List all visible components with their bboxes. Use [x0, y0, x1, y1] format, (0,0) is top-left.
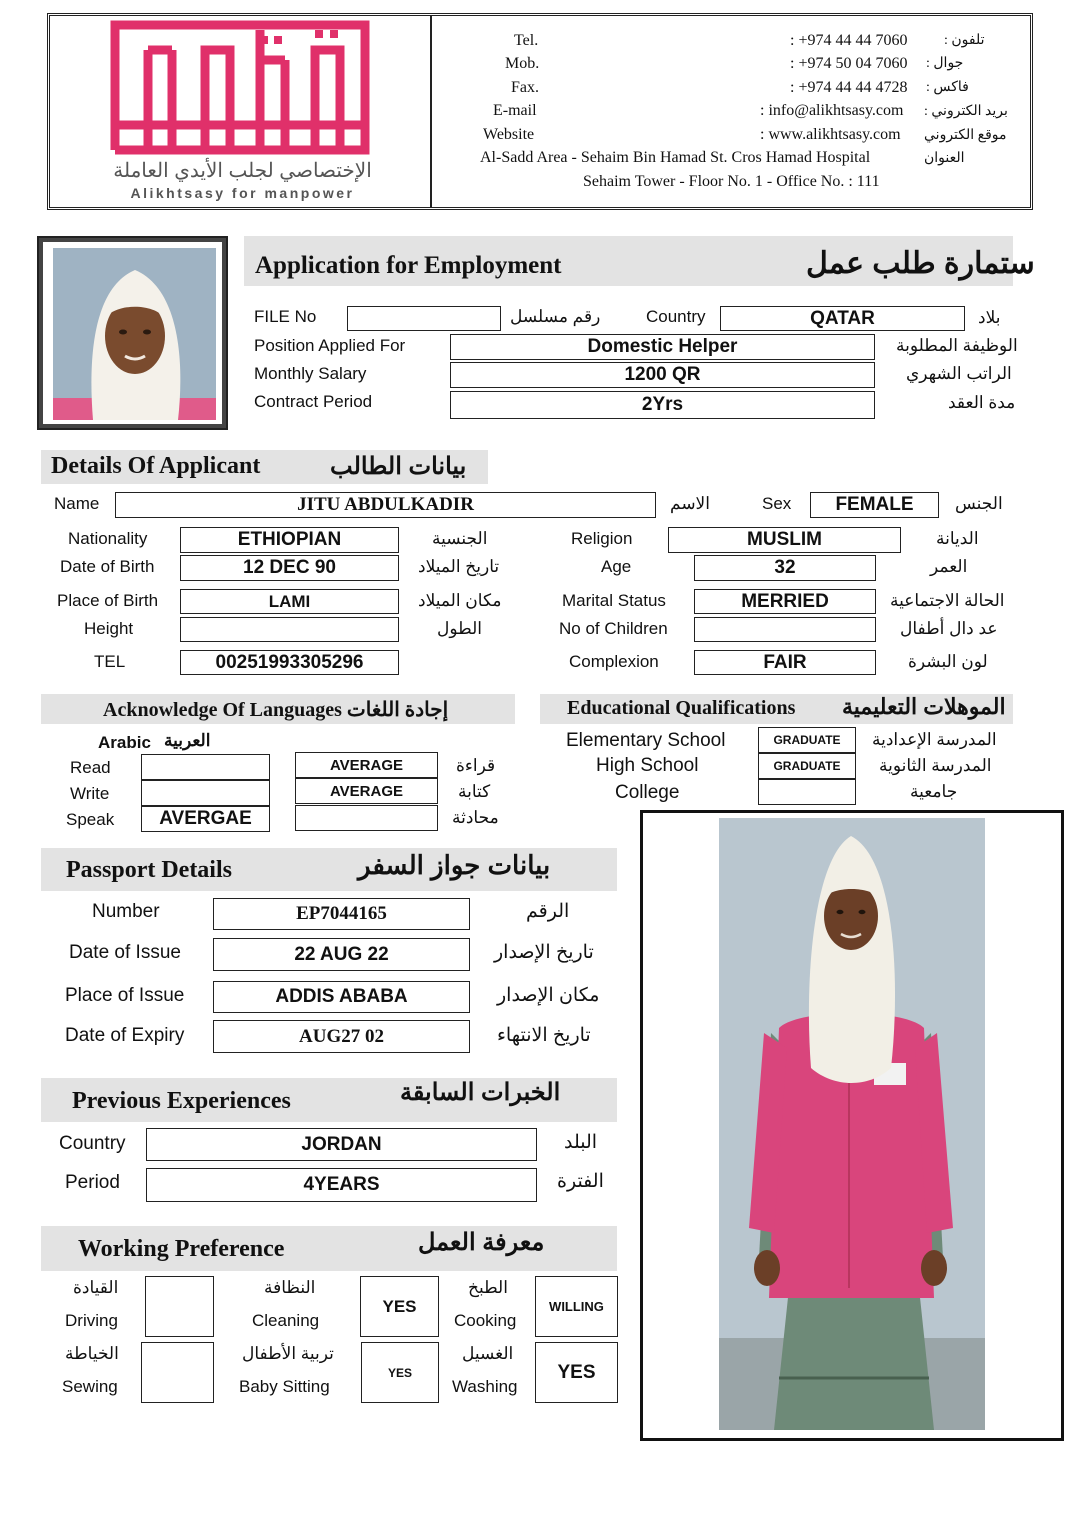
pob-field[interactable]: LAMI: [180, 589, 399, 614]
elementary-label-ar: المدرسة الإعدادية: [872, 730, 997, 749]
children-field[interactable]: [694, 617, 876, 642]
height-label-ar: الطول: [437, 619, 482, 638]
website-label: Website: [483, 126, 535, 143]
nationality-field[interactable]: ETHIOPIAN: [180, 527, 399, 553]
salary-label: Monthly Salary: [254, 364, 367, 383]
experience-period-label: Period: [65, 1172, 120, 1193]
experience-period-label-ar: الفترة: [557, 1171, 604, 1192]
tel-field[interactable]: 00251993305296: [180, 650, 399, 675]
company-name-arabic: الإختصاصي لجلب الأيدي العاملة: [113, 160, 372, 182]
company-name-english: Alikhtsasy for manpower: [130, 185, 355, 201]
tel-value: : +974 44 44 7060: [790, 32, 908, 49]
salary-label-ar: الراتب الشهري: [906, 364, 1012, 383]
washing-field[interactable]: YES: [535, 1342, 618, 1403]
form-title-ar: ستمارة طلب عمل: [806, 247, 1035, 280]
high-school-field[interactable]: GRADUATE: [758, 753, 856, 779]
read-right-field[interactable]: AVERAGE: [295, 752, 438, 778]
age-label: Age: [601, 557, 632, 576]
languages-heading: Acknowledge Of Languages إجادة اللغات: [103, 699, 449, 721]
file-no-field[interactable]: [347, 306, 501, 331]
applicant-portrait-frame: [37, 236, 228, 430]
speak-left-field[interactable]: AVERGAE: [141, 806, 270, 832]
sewing-label: Sewing: [62, 1377, 118, 1396]
expiry-date-field[interactable]: AUG27 02: [213, 1020, 470, 1053]
age-field[interactable]: 32: [694, 555, 876, 581]
marital-label: Marital Status: [562, 591, 666, 610]
applicant-heading-en: Details Of Applicant: [51, 453, 261, 479]
college-label: College: [615, 782, 680, 803]
expiry-date-label: Date of Expiry: [65, 1025, 185, 1046]
write-label-ar: كتابة: [458, 782, 491, 801]
children-label-ar: عد دال أطفال: [900, 619, 998, 638]
passport-number-field[interactable]: EP7044165: [213, 898, 470, 930]
driving-label-ar: القيادة: [73, 1278, 119, 1297]
full-body-photo: [719, 818, 985, 1430]
arabic-label: Arabic: [98, 733, 151, 752]
driving-field[interactable]: [145, 1276, 214, 1337]
preference-heading-en: Working Preference: [78, 1236, 285, 1262]
sewing-label-ar: الخياطة: [65, 1344, 119, 1363]
age-label-ar: العمر: [930, 557, 968, 576]
college-label-ar: جامعية: [910, 782, 958, 801]
read-label-ar: قراءة: [456, 756, 496, 775]
name-label-ar: الاسم: [670, 494, 710, 513]
dob-label: Date of Birth: [60, 557, 155, 576]
issue-date-label-ar: تاريخ الإصدار: [494, 942, 594, 963]
high-school-label: High School: [596, 755, 699, 776]
pob-label: Place of Birth: [57, 591, 159, 610]
speak-right-field[interactable]: [295, 805, 438, 831]
high-school-label-ar: المدرسة الثانوية: [879, 756, 992, 775]
fax-value: : +974 44 44 4728: [790, 79, 908, 96]
issue-place-label-ar: مكان الإصدار: [497, 985, 600, 1006]
experience-heading-en: Previous Experiences: [72, 1088, 291, 1114]
salary-field[interactable]: 1200 QR: [450, 362, 875, 388]
address-label-ar: العنوان: [924, 151, 965, 166]
cooking-field[interactable]: WILLING: [535, 1276, 618, 1337]
email-label-ar: بريد الكتروني :: [924, 104, 1008, 119]
mob-label: Mob.: [505, 55, 540, 72]
write-left-field[interactable]: [141, 780, 270, 806]
position-label-ar: الوظيفة المطلوبة: [896, 336, 1018, 355]
fax-label-ar: فاكس :: [926, 80, 969, 95]
height-label: Height: [84, 619, 134, 638]
applicant-portrait: [53, 248, 216, 420]
position-field[interactable]: Domestic Helper: [450, 334, 875, 360]
baby-sitting-label: Baby Sitting: [239, 1377, 330, 1396]
complexion-label: Complexion: [569, 652, 659, 671]
tel-label: Tel.: [514, 32, 539, 49]
cleaning-label: Cleaning: [252, 1311, 320, 1330]
name-label: Name: [54, 494, 100, 513]
cleaning-label-ar: النظافة: [264, 1278, 316, 1297]
education-heading-ar: الموهلات التعليمية: [842, 694, 1006, 719]
passport-number-label-ar: الرقم: [526, 901, 570, 922]
website-label-ar: موقع الكتروني: [924, 128, 1007, 143]
read-label: Read: [70, 758, 111, 777]
company-logo: [110, 20, 375, 155]
washing-label-ar: الغسيل: [462, 1344, 514, 1363]
mob-value: : +974 50 04 7060: [790, 55, 908, 72]
passport-heading-ar: بيانات جواز السفر: [358, 850, 551, 880]
position-label: Position Applied For: [254, 336, 406, 355]
read-left-field[interactable]: [141, 754, 270, 780]
cleaning-field[interactable]: YES: [360, 1276, 439, 1337]
applicant-heading-ar: بيانات الطالب: [330, 453, 467, 480]
letterhead-divider: [430, 16, 432, 207]
issue-date-field[interactable]: 22 AUG 22: [213, 938, 470, 971]
experience-period-field[interactable]: 4YEARS: [146, 1168, 537, 1202]
issue-place-field[interactable]: ADDIS ABABA: [213, 981, 470, 1013]
college-field[interactable]: [758, 779, 856, 805]
arabic-label-ar: العربية: [164, 731, 211, 750]
height-field[interactable]: [180, 617, 399, 642]
write-right-field[interactable]: AVERAGE: [295, 778, 438, 804]
mob-label-ar: جوال :: [926, 56, 964, 71]
contract-field[interactable]: 2Yrs: [450, 391, 875, 419]
marital-label-ar: الحالة الاجتماعية: [890, 591, 1005, 610]
contract-label: Contract Period: [254, 392, 373, 411]
experience-country-label-ar: البلد: [564, 1132, 598, 1153]
nationality-label: Nationality: [68, 529, 148, 548]
write-label: Write: [70, 784, 110, 803]
speak-label: Speak: [66, 810, 115, 829]
sex-label: Sex: [762, 494, 792, 513]
religion-field[interactable]: MUSLIM: [668, 527, 901, 553]
tel-field-label: TEL: [94, 652, 126, 671]
experience-country-label: Country: [59, 1133, 126, 1154]
religion-label-ar: الديانة: [936, 529, 979, 548]
baby-sitting-field[interactable]: YES: [361, 1342, 439, 1403]
expiry-date-label-ar: تاريخ الانتهاء: [497, 1025, 591, 1046]
sewing-field[interactable]: [141, 1342, 214, 1403]
elementary-label: Elementary School: [566, 730, 726, 751]
passport-number-label: Number: [92, 901, 160, 922]
dob-label-ar: تاريخ الميلاد: [418, 557, 500, 576]
experience-heading-ar: الخبرات السابقة: [400, 1079, 561, 1106]
experience-country-field[interactable]: JORDAN: [146, 1128, 537, 1161]
website-value: : www.alikhtsasy.com: [760, 126, 901, 143]
complexion-label-ar: لون البشرة: [908, 652, 988, 671]
address-line-2: Sehaim Tower - Floor No. 1 - Office No. : 111: [583, 173, 880, 190]
passport-heading-en: Passport Details: [66, 857, 232, 883]
education-heading-en: Educational Qualifications: [567, 697, 796, 719]
baby-sitting-label-ar: تربية الأطفال: [242, 1344, 334, 1363]
issue-date-label: Date of Issue: [69, 942, 181, 963]
email-label: E-mail: [493, 102, 537, 119]
address-line-1: Al-Sadd Area - Sehaim Bin Hamad St. Cros Hamad Hospital: [480, 149, 871, 166]
tel-label-ar: تلفون :: [944, 33, 985, 48]
sex-field[interactable]: FEMALE: [810, 492, 939, 518]
elementary-field[interactable]: GRADUATE: [758, 727, 856, 753]
form-title-en: Application for Employment: [255, 252, 562, 279]
cooking-label: Cooking: [454, 1311, 517, 1330]
preference-heading-ar: معرفة العمل: [418, 1229, 545, 1256]
name-field[interactable]: JITU ABDULKADIR: [115, 492, 656, 518]
pob-label-ar: مكان الميلاد: [418, 591, 502, 610]
sex-label-ar: الجنس: [955, 494, 1003, 513]
cooking-label-ar: الطبخ: [468, 1278, 508, 1297]
country-label: Country: [646, 307, 706, 326]
religion-label: Religion: [571, 529, 633, 548]
country-label-ar: بلاد: [978, 308, 1001, 327]
marital-field[interactable]: MERRIED: [694, 589, 876, 614]
driving-label: Driving: [65, 1311, 118, 1330]
contract-label-ar: مدة العقد: [948, 393, 1016, 412]
email-value: : info@alikhtsasy.com: [760, 102, 904, 119]
complexion-field[interactable]: FAIR: [694, 650, 876, 675]
nationality-label-ar: الجنسية: [432, 529, 488, 548]
country-field[interactable]: QATAR: [720, 306, 965, 331]
file-no-label-ar: رقم مسلسل: [510, 307, 601, 326]
issue-place-label: Place of Issue: [65, 985, 185, 1006]
speak-label-ar: محادثة: [452, 808, 499, 827]
children-label: No of Children: [559, 619, 668, 638]
dob-field[interactable]: 12 DEC 90: [180, 555, 399, 581]
washing-label: Washing: [452, 1377, 518, 1396]
file-no-label: FILE No: [254, 307, 317, 326]
fax-label: Fax.: [511, 79, 539, 96]
